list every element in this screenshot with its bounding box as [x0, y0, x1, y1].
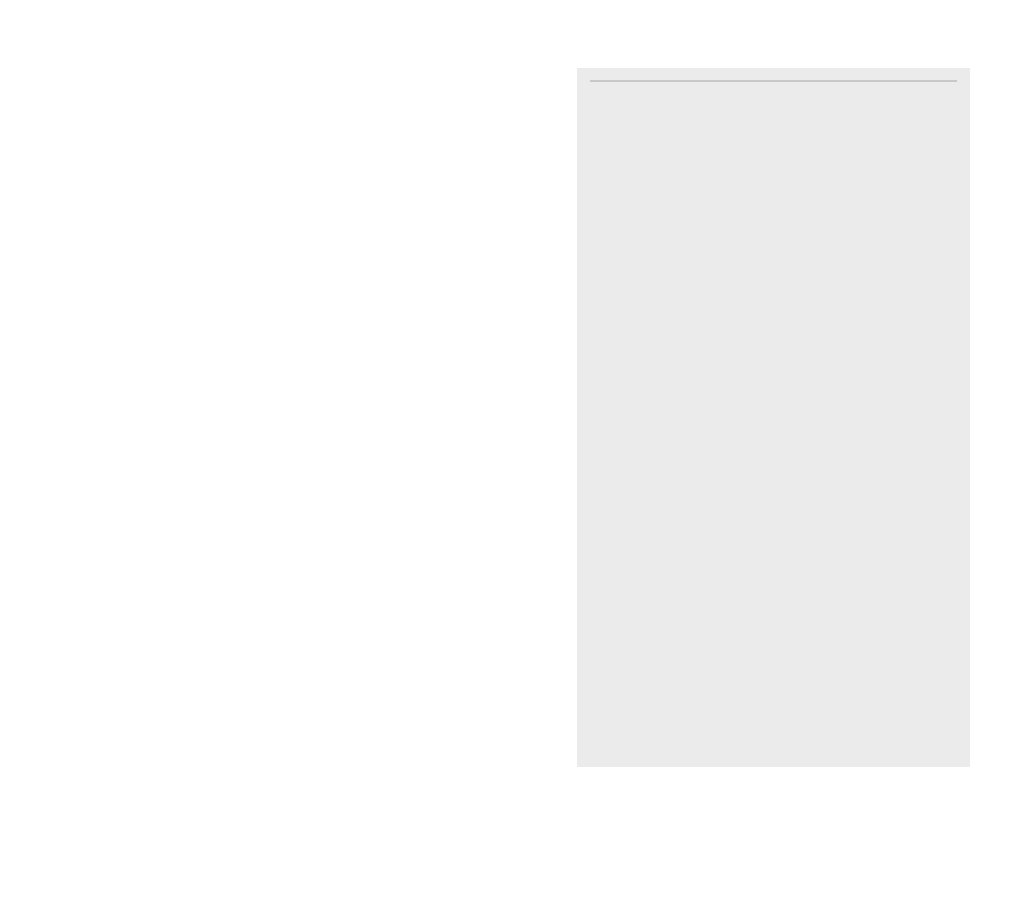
excursions-box	[577, 68, 970, 767]
excursions-list	[590, 76, 957, 96]
left-page-header	[22, 30, 36, 46]
right-page-header	[978, 30, 1000, 46]
excursions-title	[590, 76, 957, 82]
